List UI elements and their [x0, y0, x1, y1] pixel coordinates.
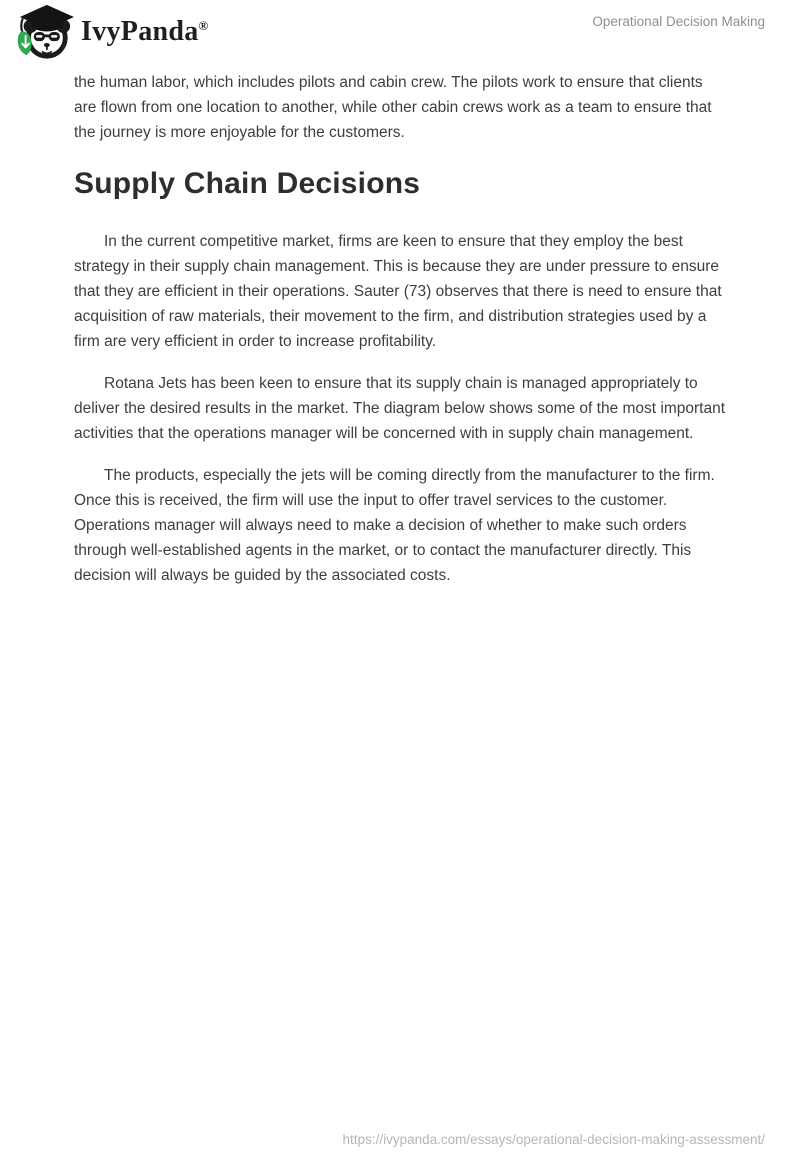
paragraph: In the current competitive market, firms are keen to ensure that they employ the best strategy in their supply chain management. This is because they are under pressure to ensure that they are efficient in their operations. Sauter (73) observes that there is need to ensure that acquisition of raw materials, their movement to the firm, and distribution strategies used by a firm are very efficient in order to increase profitability. [74, 233, 722, 350]
paragraph: Rotana Jets has been keen to ensure that its supply chain is managed appropriately to deliver the desired results in the market. The diagram below shows some of the most important activities that the operations manager will be concerned with in supply chain management. [74, 375, 726, 442]
document-body [74, 70, 726, 605]
brand [12, 3, 208, 61]
brand-wordmark [81, 18, 208, 46]
page-header [0, 0, 800, 64]
panda-graduate-icon [12, 3, 74, 61]
brand-name: IvyPanda [81, 16, 199, 47]
paragraph: The products, especially the jets will be coming directly from the manufacturer to the firm. Once this is received, the firm will use the input to offer travel services to the customer. Operations manager will always need to make a decision of whether to make such orders through well-established agents in the market, or to contact the manufacturer directly. This decision will always be guided by the associated costs. [74, 467, 715, 584]
running-title: Operational Decision Making [592, 14, 765, 29]
section-heading: Supply Chain Decisions [74, 167, 421, 200]
brand-trademark: ® [198, 18, 209, 33]
paragraph-continuation: the human labor, which includes pilots and cabin crew. The pilots work to ensure that clients are flown from one location to another, while other cabin crews work as a team to ensure that the journey is more enjoyable for the customers. [74, 74, 712, 141]
source-url: https://ivypanda.com/essays/operational-decision-making-assessment/ [342, 1132, 765, 1147]
